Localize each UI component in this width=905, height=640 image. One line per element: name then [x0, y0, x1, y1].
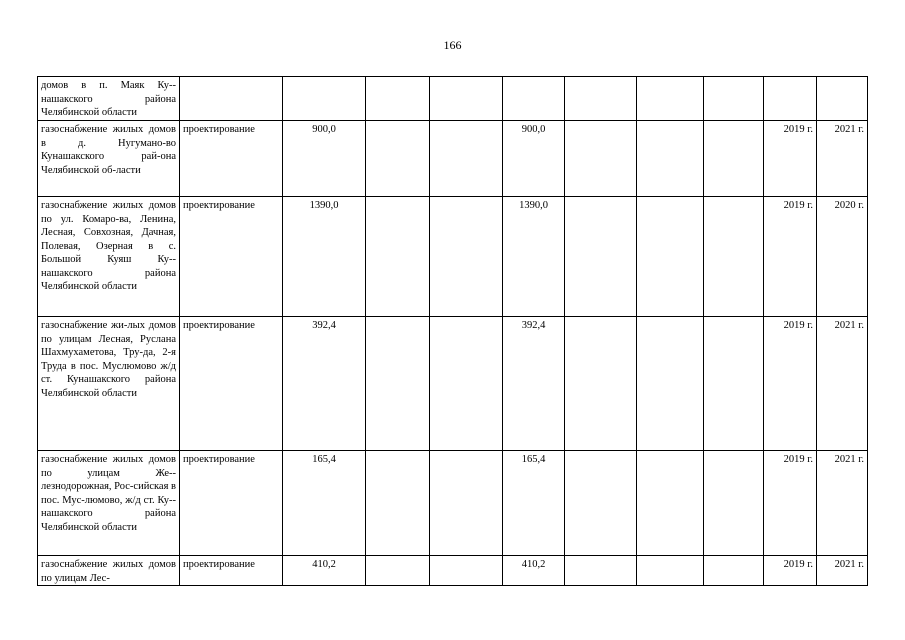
column-5	[430, 77, 503, 121]
column-4	[366, 317, 430, 451]
object-description: газоснабжение жи-лых домов по улицам Лесная, Руслана Шахмухаметова, Тру-да, 2-я Труда в пос. Муслюмово ж/д ст. Кунашакского района Челябинской области	[38, 317, 180, 451]
total-amount	[283, 77, 366, 121]
objects-table	[37, 76, 868, 586]
column-9	[704, 77, 764, 121]
column-9	[704, 556, 764, 586]
object-description: домов в п. Маяк Ку-нашакского района Челябинской области	[38, 77, 180, 121]
object-description: газоснабжение жилых домов по улицам Же-лезнодорожная, Рос-сийская в пос. Мус-люмово, ж/д ст. Ку-нашакского района Челябинской области	[38, 451, 180, 556]
end-year: 2021 г.	[817, 556, 868, 586]
total-amount: 410,2	[283, 556, 366, 586]
column-7	[565, 77, 637, 121]
column-7	[565, 121, 637, 197]
funding-amount: 900,0	[503, 121, 565, 197]
column-9	[704, 451, 764, 556]
column-9	[704, 197, 764, 317]
end-year	[817, 77, 868, 121]
total-amount: 165,4	[283, 451, 366, 556]
end-year: 2021 г.	[817, 121, 868, 197]
table-row	[38, 121, 868, 197]
column-8	[637, 556, 704, 586]
column-8	[637, 451, 704, 556]
work-type: проектирование	[180, 556, 283, 586]
funding-amount: 1390,0	[503, 197, 565, 317]
object-description: газоснабжение жилых домов по улицам Лес-	[38, 556, 180, 586]
table-row	[38, 556, 868, 586]
column-7	[565, 197, 637, 317]
work-type: проектирование	[180, 121, 283, 197]
column-4	[366, 77, 430, 121]
column-8	[637, 77, 704, 121]
total-amount: 392,4	[283, 317, 366, 451]
column-4	[366, 451, 430, 556]
column-7	[565, 556, 637, 586]
table-row	[38, 451, 868, 556]
object-description: газоснабжение жилых домов по ул. Комаро-ва, Ленина, Лесная, Совхозная, Дачная, Полевая, Озерная в с. Большой Куяш Ку-нашакского района Челябинской области	[38, 197, 180, 317]
work-type: проектирование	[180, 197, 283, 317]
object-description: газоснабжение жилых домов в д. Нугумано-во Кунашакского рай-она Челябинской об-ласти	[38, 121, 180, 197]
work-type: проектирование	[180, 451, 283, 556]
column-5	[430, 317, 503, 451]
column-9	[704, 317, 764, 451]
page-number: 166	[443, 38, 462, 52]
funding-amount: 392,4	[503, 317, 565, 451]
table-row	[38, 317, 868, 451]
table-row	[38, 197, 868, 317]
start-year: 2019 г.	[764, 317, 817, 451]
table-row	[38, 77, 868, 121]
column-5	[430, 556, 503, 586]
start-year	[764, 77, 817, 121]
column-4	[366, 121, 430, 197]
total-amount: 1390,0	[283, 197, 366, 317]
work-type: проектирование	[180, 317, 283, 451]
start-year: 2019 г.	[764, 197, 817, 317]
total-amount: 900,0	[283, 121, 366, 197]
column-7	[565, 451, 637, 556]
funding-amount: 165,4	[503, 451, 565, 556]
start-year: 2019 г.	[764, 556, 817, 586]
column-4	[366, 197, 430, 317]
end-year: 2021 г.	[817, 451, 868, 556]
column-5	[430, 451, 503, 556]
column-9	[704, 121, 764, 197]
column-7	[565, 317, 637, 451]
end-year: 2020 г.	[817, 197, 868, 317]
end-year: 2021 г.	[817, 317, 868, 451]
column-8	[637, 121, 704, 197]
start-year: 2019 г.	[764, 121, 817, 197]
column-4	[366, 556, 430, 586]
funding-amount	[503, 77, 565, 121]
column-8	[637, 317, 704, 451]
column-8	[637, 197, 704, 317]
start-year: 2019 г.	[764, 451, 817, 556]
funding-amount: 410,2	[503, 556, 565, 586]
column-5	[430, 197, 503, 317]
column-5	[430, 121, 503, 197]
work-type	[180, 77, 283, 121]
